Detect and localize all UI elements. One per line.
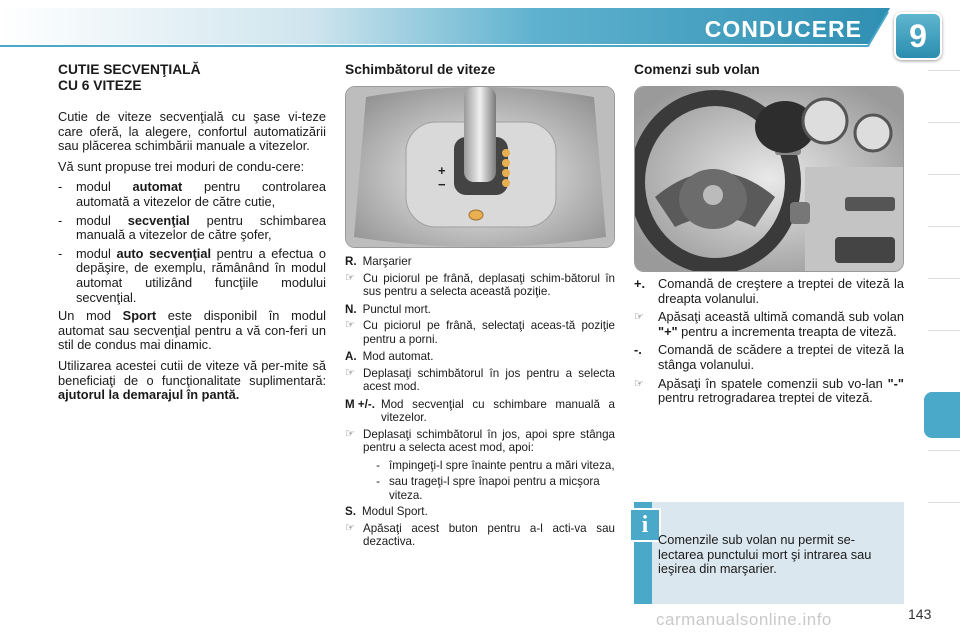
chapter-tab[interactable] [928, 226, 960, 279]
hand-icon: ☞ [345, 521, 355, 534]
mode-item [58, 214, 326, 243]
page-number: 143 [908, 606, 932, 622]
position-item [345, 398, 615, 425]
modes-intro: Vă sunt propuse trei moduri de condu-cere: [58, 158, 305, 174]
sub-instruction-text: împingeţi-l spre înainte pentru a mări viteza, [389, 458, 615, 472]
mode-text [76, 180, 326, 209]
paddle-controls-title: Comenzi sub volan [634, 62, 760, 77]
mode-prefix: modul [76, 245, 117, 261]
bold-text: "-" [887, 375, 904, 391]
gear-positions-column [345, 255, 615, 553]
gear-selector-title: Schimbătorul de viteze [345, 62, 496, 77]
gear-selector-illustration [346, 87, 614, 247]
header-band [0, 0, 960, 52]
sport-paragraph [58, 309, 326, 353]
position-value: Mod secvenţial cu schimbare manuală a vitezelor. [380, 397, 615, 424]
position-instruction [345, 367, 615, 394]
watermark: carmanualsonline.info [656, 610, 832, 629]
instruction-text: Apăsaţi acest buton pentru a-l acti-va sau dezactiva. [363, 521, 615, 548]
mode-name: secvenţial [127, 212, 190, 228]
text: Utilizarea acestei cutii de viteze vă per-mite să beneficiaţi de o funcţionalitate suplimentară: [58, 357, 326, 388]
position-instruction [345, 428, 615, 455]
text: Apăsaţi această ultimă comandă sub volan [658, 309, 904, 325]
mode-name: auto secvenţial [116, 245, 212, 261]
info-text: Comenzile sub volan nu permit se-lectarea punctului mort şi intrarea sau ieşirea din marşarier. [658, 532, 872, 577]
gear-plus-mark: + [438, 163, 446, 178]
control-instruction [634, 377, 904, 406]
chapter-tabs [928, 70, 960, 580]
mode-prefix: modul [76, 179, 133, 195]
instruction-text: Deplasaţi schimbătorul în jos, apoi spre stânga pentru a selecta acest mod, apoi: [363, 427, 615, 454]
intro-paragraph: Cutie de viteze secvenţială cu şase vi-teze care oferă, la alegere, confortul automatizării sau plăcerea schimbării manuale a vitezelor. [58, 109, 326, 154]
hand-icon: ☞ [345, 366, 355, 379]
hand-icon: ☞ [634, 377, 644, 390]
control-item [634, 343, 904, 372]
hand-icon: ☞ [345, 319, 355, 331]
bold-text: "+" [658, 323, 678, 339]
mode-name: automat [132, 179, 183, 195]
position-item [345, 505, 615, 519]
text: pentru retrogradarea treptei de viteză. [658, 390, 873, 406]
sub-instruction-text: sau trageţi-l spre înapoi pentru a micşora viteza. [389, 475, 600, 502]
position-key: A. [345, 350, 357, 363]
dash-marker: - [376, 475, 380, 488]
chapter-tab[interactable] [928, 122, 960, 175]
position-item [345, 303, 615, 317]
instruction-text: Cu piciorul pe frână, selectaţi aceas-tă poziţie pentru a porni. [363, 319, 615, 346]
instruction-text [658, 310, 904, 339]
control-item [634, 277, 904, 306]
text: Un mod [58, 308, 123, 324]
position-value: Mod automat. [362, 350, 434, 363]
section-title-line: CU 6 VITEZE [58, 78, 142, 93]
sub-instruction [367, 459, 615, 473]
instruction-text [658, 377, 904, 406]
dash-marker: - [376, 458, 380, 472]
control-desc: Comandă de creştere a treptei de viteză la dreapta volanului. [658, 276, 904, 306]
mode-desc: pentru a efectua o depăşire, de exemplu, rămânând în modul automat utilizând funcţiile modului secvenţial. [76, 245, 326, 305]
dash-marker: - [58, 179, 63, 195]
position-instruction [345, 522, 615, 549]
bold-text: Sport [122, 308, 157, 324]
dash-marker: - [58, 245, 63, 261]
text: Apăsaţi în spatele comenzii sub vo-lan [658, 375, 888, 391]
position-key: M +/-. [345, 397, 375, 411]
position-value: Punctul mort. [362, 302, 431, 316]
info-icon: i [629, 508, 661, 542]
instruction-text: Cu piciorul pe frână, deplasaţi schim-bătorul în sus pentru a selecta această poziţie. [363, 271, 615, 298]
position-instruction [345, 319, 615, 346]
chapter-tab[interactable] [928, 70, 960, 123]
chapter-tab[interactable] [928, 330, 960, 383]
section-title-line: CUTIE SECVENŢIALĂ [58, 62, 201, 77]
position-item [345, 255, 615, 269]
mode-item [58, 180, 326, 209]
position-key: R. [345, 255, 357, 268]
instruction-text: Deplasaţi schimbătorul în jos pentru a selecta acest mod. [363, 366, 615, 393]
hand-icon: ☞ [634, 311, 644, 324]
chapter-tab[interactable] [928, 278, 960, 331]
mode-prefix: modul [76, 212, 128, 228]
text: pentru a incrementa treapta de viteză. [677, 323, 897, 339]
chapter-tab[interactable] [928, 450, 960, 503]
chapter-tab[interactable] [928, 502, 960, 555]
bold-text: ajutorul la demarajul în pantă. [58, 387, 240, 403]
position-value: Marşarier [362, 255, 412, 268]
sub-instruction [367, 475, 615, 502]
dash-marker: - [58, 212, 63, 228]
mode-desc: pentru schimbarea manuală a vitezelor de către şofer, [76, 212, 326, 243]
paddle-controls-column [634, 277, 904, 410]
control-desc: Comandă de scădere a treptei de viteză la stânga volanului. [658, 342, 904, 372]
text: este disponibil în modul automat sau secvenţial pentru a vă con-feri un stil de condus mai dinamic. [58, 308, 326, 353]
position-instruction [345, 272, 615, 299]
control-key: -. [634, 342, 642, 358]
section-title [58, 62, 326, 94]
chapter-tab-active[interactable] [924, 392, 960, 438]
steering-wheel-image [634, 86, 904, 272]
chapter-title: CONDUCERE [704, 16, 862, 42]
chapter-tab[interactable] [928, 174, 960, 227]
hill-assist-paragraph [58, 359, 326, 403]
chapter-number-badge: 9 [894, 12, 942, 60]
gear-minus-mark: − [438, 177, 446, 192]
mode-item [58, 247, 326, 305]
hand-icon: ☞ [345, 271, 355, 284]
mode-desc: pentru controlarea automată a vitezelor de către cutie, [76, 179, 326, 209]
position-key: N. [345, 302, 357, 316]
mode-text [76, 214, 326, 243]
position-item [345, 350, 615, 364]
position-value: Modul Sport. [361, 505, 428, 518]
intro-column [58, 62, 326, 409]
gear-selector-image [345, 86, 615, 248]
control-instruction [634, 310, 904, 339]
hand-icon: ☞ [345, 427, 355, 440]
control-key: +. [634, 276, 646, 291]
steering-wheel-illustration [635, 87, 903, 271]
mode-text [76, 247, 326, 305]
position-key: S. [345, 505, 356, 518]
